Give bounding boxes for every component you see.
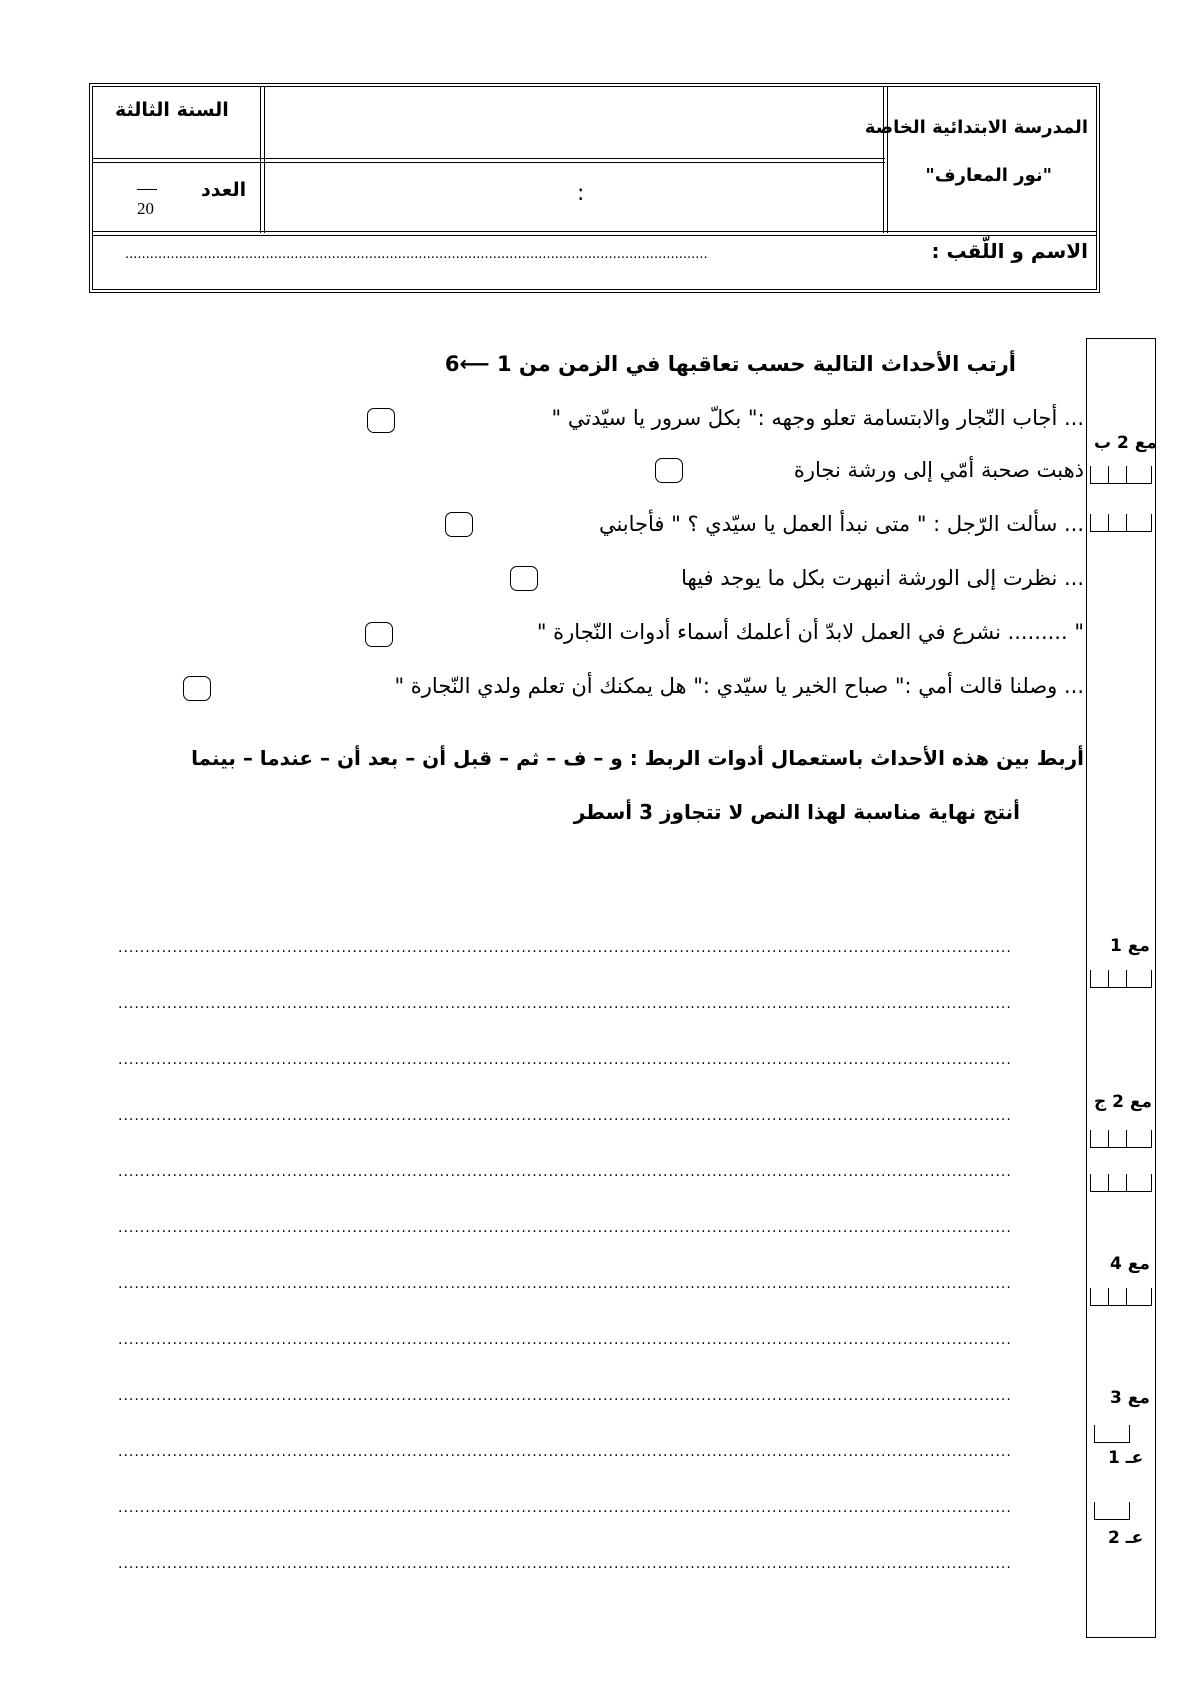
school-subtitle: "نور المعارف"	[925, 165, 1052, 186]
linking-instruction: أربط بين هذه الأحداث باستعمال أدوات الربط : و – ف – ثم – قبل أن – بعد أن – عندما – بينما	[191, 746, 1084, 770]
score-slot[interactable]	[1090, 1130, 1108, 1148]
answer-line[interactable]: ....................................................................................................................................................................	[118, 1500, 1012, 1516]
score-total: 20	[137, 199, 154, 218]
criterion-label: مع 3	[1110, 1388, 1150, 1408]
name-label: الاسم و اللّقب :	[931, 239, 1088, 263]
score-slot[interactable]	[1126, 970, 1152, 988]
header-divider	[93, 231, 1096, 232]
order-box[interactable]	[183, 676, 211, 701]
criterion-label: مع 4	[1110, 1254, 1150, 1274]
score-slot[interactable]	[1126, 466, 1152, 484]
answer-line[interactable]: ....................................................................................................................................................................	[118, 1052, 1012, 1068]
score-slot[interactable]	[1108, 1130, 1126, 1148]
ordering-instruction: أرتب الأحداث التالية حسب تعاقبها في الزمن من 1 ⟵6	[444, 352, 1016, 376]
score-slot[interactable]	[1108, 970, 1126, 988]
order-box[interactable]	[655, 458, 683, 483]
criterion-label: مع 2 ج	[1094, 1092, 1153, 1112]
writing-instruction: أنتج نهاية مناسبة لهذا النص لا تتجاوز 3 أسطر	[573, 800, 1020, 824]
answer-line[interactable]: ....................................................................................................................................................................	[118, 1276, 1012, 1292]
score-slot[interactable]	[1090, 466, 1108, 484]
answer-line[interactable]: ....................................................................................................................................................................	[118, 1444, 1012, 1460]
school-name: المدرسة الابتدائية الخاصة	[864, 117, 1088, 138]
score-slot[interactable]	[1090, 970, 1108, 988]
header-divider	[93, 158, 885, 159]
fraction-line	[137, 189, 157, 190]
header-divider	[260, 87, 261, 233]
header-divider	[887, 87, 888, 233]
header-divider	[883, 87, 884, 233]
score-slot[interactable]	[1094, 1502, 1130, 1520]
answer-line[interactable]: ....................................................................................................................................................................	[118, 996, 1012, 1012]
score-slot[interactable]	[1126, 1288, 1152, 1306]
answer-line[interactable]: ....................................................................................................................................................................	[118, 1332, 1012, 1348]
criterion-label: عـ 1	[1108, 1448, 1144, 1468]
header-table	[89, 83, 1100, 293]
score-slot[interactable]	[1108, 514, 1126, 532]
score-slot[interactable]	[1094, 1425, 1130, 1443]
header-divider	[264, 87, 265, 233]
score-slot[interactable]	[1108, 1174, 1126, 1192]
order-box[interactable]	[367, 408, 395, 433]
answer-line[interactable]: ....................................................................................................................................................................	[118, 1220, 1012, 1236]
score-slot[interactable]	[1090, 514, 1108, 532]
score-slot[interactable]	[1090, 1174, 1108, 1192]
grading-column	[1086, 338, 1156, 1638]
order-box[interactable]	[365, 622, 393, 647]
event-item: ... أجاب النّجار والابتسامة تعلو وجهه :" بكلّ سرور يا سيّدتي "	[551, 406, 1084, 430]
criterion-label: عـ 2	[1108, 1528, 1144, 1548]
event-item: ذهبت صحبة أمّي إلى ورشة نجارة	[793, 458, 1084, 482]
event-item: ... نظرت إلى الورشة انبهرت بكل ما يوجد فيها	[681, 566, 1084, 590]
score-slot[interactable]	[1126, 514, 1152, 532]
score-slot[interactable]	[1108, 466, 1126, 484]
header-divider	[93, 235, 1096, 236]
event-item: ... سألت الرّجل : " متى نبدأ العمل يا سيّدي ؟ " فأجابني	[598, 512, 1084, 536]
score-slot[interactable]	[1126, 1130, 1152, 1148]
score-slot[interactable]	[1126, 1174, 1152, 1192]
criterion-label: مع 1	[1110, 936, 1150, 956]
answer-line[interactable]: ....................................................................................................................................................................	[118, 1108, 1012, 1124]
order-box[interactable]	[510, 566, 538, 591]
answer-line[interactable]: ....................................................................................................................................................................	[118, 940, 1012, 956]
answer-line[interactable]: ....................................................................................................................................................................	[118, 1388, 1012, 1404]
colon: :	[577, 181, 585, 206]
score-slot[interactable]	[1108, 1288, 1126, 1306]
name-field[interactable]: .............................................................................................................................................	[125, 247, 708, 262]
score-slot[interactable]	[1090, 1288, 1108, 1306]
answer-line[interactable]: ....................................................................................................................................................................	[118, 1556, 1012, 1572]
event-item: " ......... نشرع في العمل لابدّ أن أعلمك أسماء أدوات النّجارة "	[536, 620, 1084, 644]
score-label: العدد	[201, 179, 247, 201]
order-box[interactable]	[445, 512, 473, 537]
event-item: ... وصلنا قالت أمي :" صباح الخير يا سيّدي :" هل يمكنك أن تعلم ولدي النّجارة "	[394, 674, 1084, 698]
answer-line[interactable]: ....................................................................................................................................................................	[118, 1164, 1012, 1180]
grade-level: السنة الثالثة	[115, 99, 229, 121]
header-divider	[93, 162, 885, 163]
criterion-label: مع 2 ب	[1094, 433, 1157, 453]
